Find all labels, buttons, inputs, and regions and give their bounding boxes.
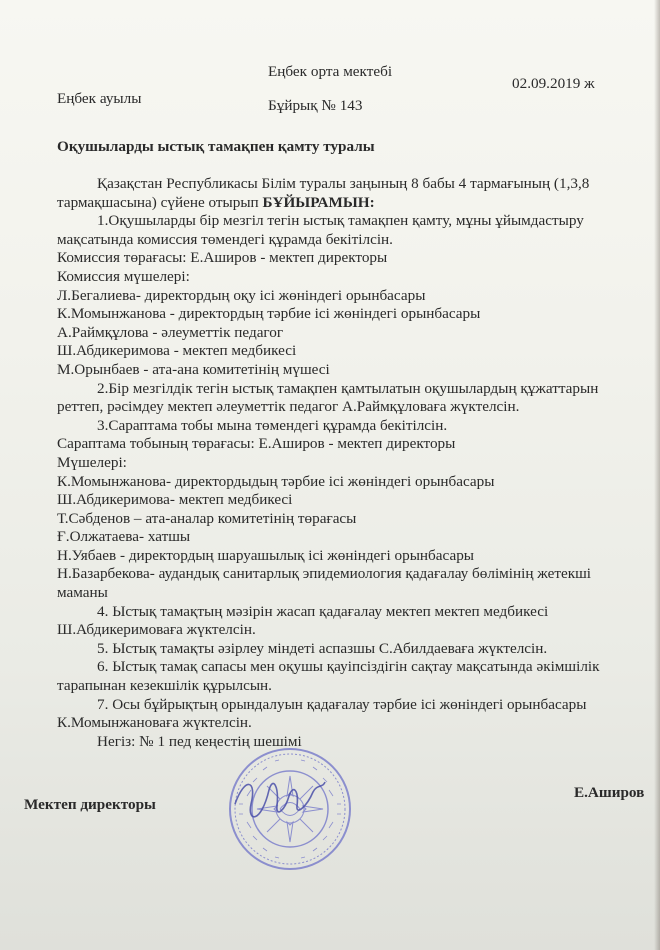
paragraph-1-line-2: мақсатында комиссия төмендегі құрамда бекітілсін. [57,230,393,248]
expert-member: Н.Базарбекова- аудандық санитарлық эпидемиология қадағалау бөлімінің жетекші [57,565,591,583]
commission-member: К.Момынжанова - директордың тәрбие ісі жөніндегі орынбасары [57,305,481,323]
paragraph-1-line-1: 1.Оқушыларды бір мезгіл тегін ыстық тамақпен қамту, мұны ұйымдастыру [97,212,584,230]
paragraph-2-line-1: 2.Бір мезгілдік тегін ыстық тамақпен қамтылатын оқушылардың құжаттарын [97,379,599,397]
seal-emblem [257,776,323,842]
paragraph-3: 3.Сараптама тобы мына төмендегі құрамда бекітілсін. [97,416,448,434]
expert-group-chair: Сараптама тобының төрағасы: Е.Аширов - мектеп директоры [57,435,456,453]
commission-member: Л.Бегалиева- директордың оқу ісі жөніндегі орынбасары [57,286,426,304]
commission-member: А.Раймқұлова - әлеуметтік педагог [57,323,284,341]
seal-outer-ring [230,749,350,869]
intro-line-1: Қазақстан Республикасы Білім туралы заңының 8 бабы 4 тармағының (1,3,8 [97,175,590,192]
commission-chair: Комиссия төрағасы: Е.Аширов - мектеп директоры [57,249,388,267]
expert-member: Ш.Абдикеримова- мектеп медбикесі [57,491,293,509]
village-name: Еңбек ауылы [57,90,142,107]
expert-member: Т.Сәбденов – ата-аналар комитетінің төрағасы [57,509,357,527]
expert-member-continued: маманы [57,584,108,602]
commission-member: М.Орынбаев - ата-ана комитетінің мүшесі [57,360,330,378]
document-body [57,174,660,750]
paragraph-6-line-1: 6. Ыстық тамақ сапасы мен оқушы қауіпсіздігін сақтау мақсатында әкімшілік [97,658,600,676]
expert-members-heading: Мүшелері: [57,453,127,471]
signature-name: Е.Аширов [574,784,645,801]
order-keyword: БҰЙЫРАМЫН: [262,193,375,211]
paragraph-5: 5. Ыстық тамақты әзірлеу міндеті аспазшы С.Абилдаеваға жүктелсін. [97,639,548,657]
document-title: Оқушыларды ыстық тамақпен қамту туралы [57,138,375,155]
expert-member: Ғ.Олжатаева- хатшы [57,528,191,546]
intro-line-2: тармақшасына) сүйене отырып БҰЙЫРАМЫН: [57,193,375,211]
paragraph-7-line-2: К.Момынжановаға жүктелсін. [57,714,252,732]
paragraph-7-line-1: 7. Осы бұйрықтың орындалуын қадағалау тәрбие ісі жөніндегі орынбасары [97,695,587,713]
page-edge-shadow [654,0,660,950]
signature-position: Мектеп директоры [24,796,156,813]
expert-member: Н.Уябаев - директордың шаруашылық ісі жөніндегі орынбасары [57,546,474,564]
commission-members-heading: Комиссия мүшелері: [57,267,190,285]
expert-member: К.Момынжанова- директордыдың тәрбие ісі жөніндегі орынбасары [57,472,495,490]
seal-lettering-band [239,760,341,858]
order-number: Бұйрық № 143 [268,97,363,114]
paragraph-6-line-2: тарапынан кезекшілік құрылсын. [57,677,272,695]
basis-line: Негіз: № 1 пед кеңестің шешімі [97,732,302,750]
paragraph-2-line-2: реттеп, рәсімдеу мектеп әлеуметтік педагог А.Раймқұловаға жүктелсін. [57,398,520,416]
school-name: Еңбек орта мектебі [268,63,393,80]
paragraph-4-line-2: Ш.Абдикеримоваға жүктелсін. [57,621,256,639]
commission-member: Ш.Абдикеримова - мектеп медбикесі [57,342,297,360]
official-seal-stamp [227,746,353,872]
paragraph-4-line-1: 4. Ыстық тамақтың мәзірін жасап қадағалау мектеп мектеп медбикесі [97,602,549,620]
order-date: 02.09.2019 ж [512,75,595,92]
